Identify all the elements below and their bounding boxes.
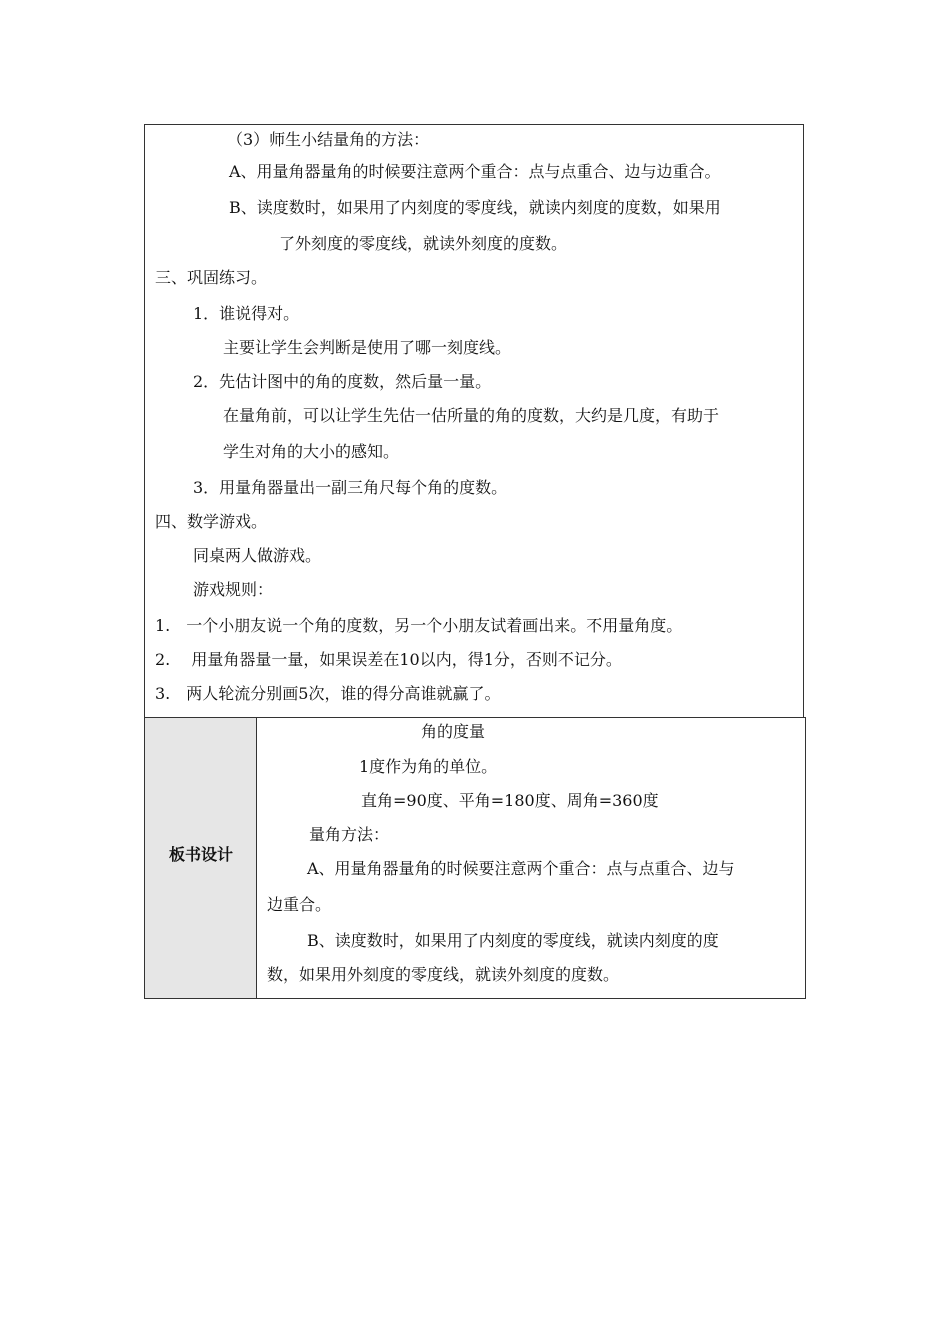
game-intro: 同桌两人做游戏。 xyxy=(193,546,322,565)
board-design-label: 板书设计 xyxy=(168,845,233,864)
game-rule-2: 2. 用量角器量一量，如果误差在10以内，得1分，否则不记分。 xyxy=(155,650,622,669)
section-game-heading: 四、数学游戏。 xyxy=(155,512,268,531)
board-angle-values: 直角=90度、平角=180度、周角=360度 xyxy=(361,791,659,810)
summary-point-b-cont: 了外刻度的零度线，就读外刻度的度数。 xyxy=(279,234,568,253)
practice-item-2-note-cont: 学生对角的大小的感知。 xyxy=(223,442,400,461)
board-title: 角的度量 xyxy=(421,722,486,741)
summary-point-b: B、读度数时，如果用了内刻度的零度线，就读内刻度的度数，如果用 xyxy=(229,198,721,217)
practice-item-1-note: 主要让学生会判断是使用了哪一刻度线。 xyxy=(223,338,512,357)
practice-item-2: 2．先估计图中的角的度数，然后量一量。 xyxy=(193,372,492,391)
board-method-b-cont: 数，如果用外刻度的零度线，就读外刻度的度数。 xyxy=(267,965,620,984)
practice-item-3: 3．用量角器量出一副三角尺每个角的度数。 xyxy=(193,478,508,497)
board-method-heading: 量角方法： xyxy=(309,825,390,844)
board-method-b: B、读度数时，如果用了内刻度的零度线，就读内刻度的度 xyxy=(307,931,719,950)
game-rule-3: 3. 两人轮流分别画5次，谁的得分高谁就赢了。 xyxy=(155,684,501,703)
practice-item-2-note: 在量角前，可以让学生先估一估所量的角的度数，大约是几度，有助于 xyxy=(223,406,720,425)
board-design-row xyxy=(144,717,806,999)
board-design-label-cell xyxy=(145,718,257,998)
section-practice-heading: 三、巩固练习。 xyxy=(155,268,268,287)
board-unit-line: 1度作为角的单位。 xyxy=(359,757,498,776)
practice-item-1: 1．谁说得对。 xyxy=(193,304,300,323)
lesson-content-cell xyxy=(144,124,804,718)
game-rule-1: 1. 一个小朋友说一个角的度数，另一个小朋友试着画出来。不用量角度。 xyxy=(155,616,683,635)
summary-point-a: A、用量角器量角的时候要注意两个重合：点与点重合、边与边重合。 xyxy=(229,162,721,181)
summary-heading: （3）师生小结量角的方法： xyxy=(227,130,430,149)
game-rules-heading: 游戏规则： xyxy=(193,580,274,599)
board-method-a: A、用量角器量角的时候要注意两个重合：点与点重合、边与 xyxy=(307,859,735,878)
board-method-a-cont: 边重合。 xyxy=(267,895,332,914)
